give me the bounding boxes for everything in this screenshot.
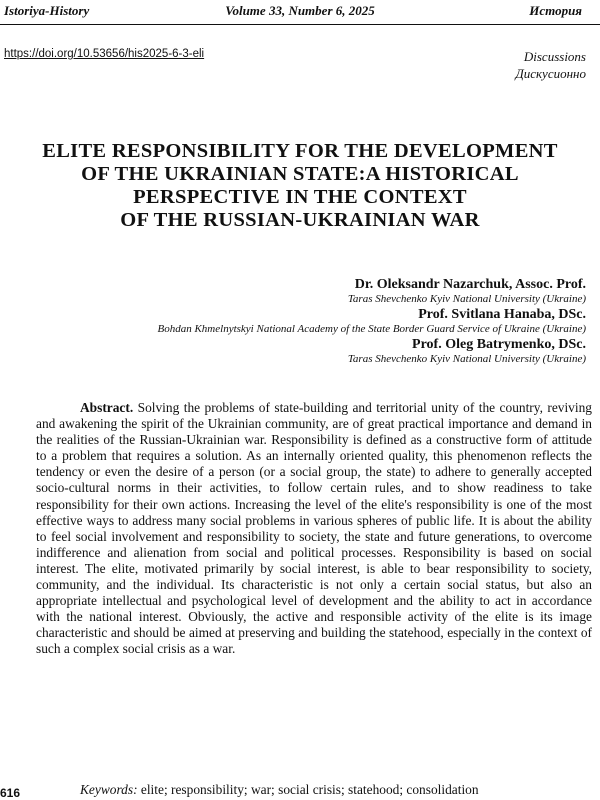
keywords: [80, 782, 479, 798]
article-title: [0, 140, 600, 232]
abstract-label: Abstract.: [80, 400, 134, 415]
section-label-en: Discussions: [523, 49, 586, 64]
author-name: Prof. Svitlana Hanaba, DSc.: [418, 307, 586, 322]
journal-name-latin: Istoriya-History: [4, 3, 90, 18]
title-line: OF THE UKRAINIAN STATE:A HISTORICAL: [81, 163, 519, 185]
section-label: [515, 48, 586, 82]
author-affiliation: Taras Shevchenko Kyiv National University (Ukraine): [347, 353, 586, 365]
author-affiliation: Bohdan Khmelnytskyi National Academy of the State Border Guard Service of Ukraine (Ukraine): [157, 323, 586, 335]
author-block: [158, 276, 587, 366]
title-line: OF THE RUSSIAN-UKRAINIAN WAR: [120, 209, 480, 231]
author-name: Prof. Oleg Batrymenko, DSc.: [412, 337, 586, 352]
author-affiliation: Taras Shevchenko Kyiv National University (Ukraine): [347, 293, 586, 305]
doi-link[interactable]: https://doi.org/10.53656/his2025-6-3-eli: [4, 48, 205, 60]
title-line: ELITE RESPONSIBILITY FOR THE DEVELOPMENT: [42, 140, 558, 162]
journal-name-cyrillic: История: [529, 3, 582, 18]
volume-issue: Volume 33, Number 6, 2025: [225, 3, 375, 18]
header-rule: [0, 24, 600, 25]
section-label-bg: Дискусионно: [515, 66, 586, 81]
running-header: [0, 0, 600, 22]
abstract-text: Solving the problems of state-building and territorial unity of the country, reviving and awakening the spirit of the Ukrainian community, are of great practical importance and demand in the realities of the Russian-Ukrainian war. Responsibility is defined as a constructive form of attitude to a problem that requires a solution. As an internally oriented quality, this phenomenon reflects the tendency or even the desire of a person (or a social group, the state) to adhere to generally accepted socio-cultural norms in their activities, to follow certain rules, and to show readiness to take responsibility for their own actions. Increasing the level of the elite's responsibility is one of the most effective ways to address many social problems in various spheres of public life. It is about the ability to feel social involvement and responsibility to society, the state and future generations, to overcome indifference and alienation from social and political processes. Responsibility is based on social interest. The elite, motivated primarily by social interest, is able to bear responsibility to society, community, and the individual. Its characteristic is not only a certain social status, but also an appropriate intellectual and psychological level of development and the ability to act in accordance with the national interest. Obviously, the active and responsible activity of the elite is its image characteristic and should be aimed at preserving and building the statehood, especially in the context of such a complex social crisis as a war.: [36, 400, 592, 657]
title-line: PERSPECTIVE IN THE CONTEXT: [133, 186, 467, 208]
keywords-label: Keywords:: [80, 782, 138, 797]
page-number: 616: [0, 786, 21, 800]
keywords-text: elite; responsibility; war; social crisis; statehood; consolidation: [140, 782, 479, 797]
abstract: [36, 400, 592, 658]
author-name: Dr. Oleksandr Nazarchuk, Assoc. Prof.: [354, 277, 586, 292]
